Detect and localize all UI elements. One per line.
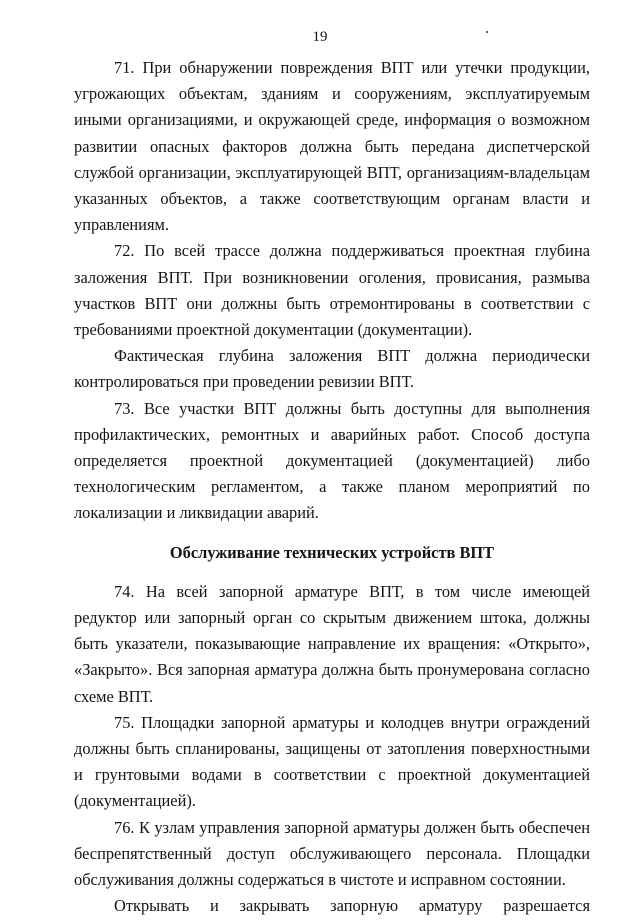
paragraph-74: 74. На всей запорной арматуре ВПТ, в том числе имеющей редуктор или запорный орган со скрытым движением штока, должны быть указатели, показывающие направление их вращения: «Открыто», «Закрыто». Вся запорная арматура должна быть пронумерована согласно схеме ВПТ.: [74, 581, 590, 706]
scan-speck: [486, 31, 488, 33]
paragraph-71: 71. При обнаружении повреждения ВПТ или утечки продукции, угрожающих объектам, зданиям и сооружениям, эксплуатируемым иными организациями, и окружающей среде, информация о возможном развитии опасных факторов должна быть передана диспетчерской службой организации, эксплуатирующей ВПТ, организациям-владельцам указанных объектов, а также соответствующим органам власти и управлениям.: [74, 58, 590, 235]
document-body: [74, 55, 590, 920]
paragraph-76: 76. К узлам управления запорной арматуры должен быть обеспечен беспрепятственный доступ обслуживающего персонала. Площадки обслуживания должны содержаться в чистоте и исправном состоянии.: [74, 817, 590, 890]
paragraph-72-continued: Фактическая глубина заложения ВПТ должна периодически контролироваться при проведении ревизии ВПТ.: [74, 346, 590, 392]
paragraph-75: 75. Площадки запорной арматуры и колодцев внутри ограждений должны быть спланированы, защищены от затопления поверхностными и грунтовыми водами в соответствии с проектной документацией (документацией).: [74, 712, 590, 811]
paragraph-76-continued: Открывать и закрывать запорную арматуру разрешается: [114, 896, 590, 916]
section-heading: Обслуживание технических устройств ВПТ: [169, 542, 495, 562]
paragraph-73: 73. Все участки ВПТ должны быть доступны для выполнения профилактических, ремонтных и аварийных работ. Способ доступа определяется проектной документацией (документацией) либо технологическим регламентом, а также планом мероприятий по локализации и ликвидации аварий.: [74, 398, 590, 523]
page-number: 19: [312, 29, 328, 45]
paragraph-72: 72. По всей трассе должна поддерживаться проектная глубина заложения ВПТ. При возникновении оголения, провисания, размыва участков ВПТ они должны быть отремонтированы в соответствии с требованиями проектной документации (документации).: [74, 241, 590, 340]
